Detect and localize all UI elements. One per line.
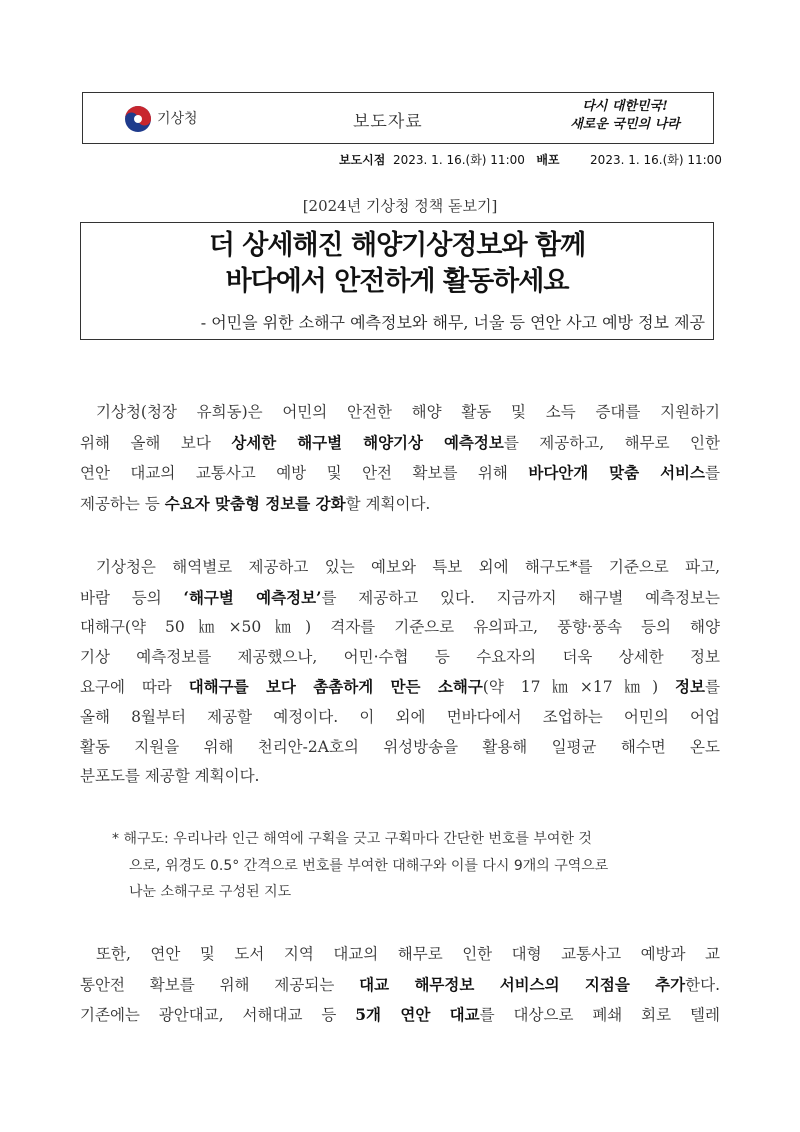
footnote-line: * 해구도: 우리나라 인근 해역에 구획을 긋고 구획마다 간단한 번호를 부여한 것 <box>112 831 592 847</box>
kma-emblem-icon <box>123 104 153 134</box>
release-time-value: 2023. 1. 16.(화) 11:00 <box>393 153 525 167</box>
paragraph-line: 분포도를 제공할 계획이다. <box>80 767 260 786</box>
paragraph-2 <box>80 553 720 792</box>
slogan-line-2: 새로운 국민의 나라 <box>570 117 680 132</box>
title-line-1: 더 상세해진 해양기상정보와 함께 <box>208 230 586 261</box>
paragraph-line: 기상 예측정보를 제공했으나, 어민·수협 등 수요자의 더욱 상세한 정보 <box>80 647 720 666</box>
paragraph-3 <box>80 940 720 1031</box>
footnote-line: 으로, 위경도 0.5° 간격으로 번호를 부여한 대해구와 이를 다시 9개의 구역으로 <box>129 857 609 874</box>
paragraph-line: 또한, 연안 및 도서 지역 대교의 해무로 인한 대형 교통사고 예방과 교 <box>96 945 720 963</box>
release-time-label: 보도시점 <box>339 153 386 167</box>
paragraph-line: 제공하는 등 수요자 맞춤형 정보를 강화할 계획이다. <box>80 493 431 513</box>
paragraph-line: 연안 대교의 교통사고 예방 및 안전 확보를 위해 바다안개 맞춤 서비스를 <box>80 463 720 483</box>
paragraph-line: 활동 지원을 위해 천리안-2A호의 위성방송을 활용해 일평균 해수면 온도 <box>80 737 720 756</box>
slogan <box>555 98 695 134</box>
paragraph-line: 올해 8월부터 제공할 예정이다. 이 외에 먼바다에서 조업하는 어민의 어업 <box>80 707 720 726</box>
subtitle: - 어민을 위한 소해구 예측정보와 해무, 너울 등 연안 사고 예방 정보 제공 <box>200 313 705 332</box>
series-label: [2024년 기상청 정책 돋보기] <box>302 197 498 215</box>
paragraph-line: 통안전 확보를 위해 제공되는 대교 해무정보 서비스의 지점을 추가한다. <box>80 974 721 994</box>
slogan-line-1: 다시 대한민국! <box>582 99 668 114</box>
paragraph-1 <box>80 398 720 519</box>
emphasis: 5개 연안 대교 <box>355 1005 480 1025</box>
footnote-line: 나눈 소해구로 구성된 지도 <box>129 884 292 900</box>
title-box <box>80 222 714 340</box>
title-line-2: 바다에서 안전하게 활동하세요 <box>225 266 569 297</box>
agency-name: 기상청 <box>157 111 198 127</box>
paragraph-line: 기상청(청장 유희동)은 어민의 안전한 해양 활동 및 소득 증대를 지원하기 <box>96 403 720 421</box>
emphasis: 바다안개 맞춤 서비스 <box>528 463 706 483</box>
distribution-label: 배포 <box>536 153 560 167</box>
kma-logo <box>123 102 243 136</box>
emphasis: 대해구를 보다 촘촘하게 만든 소해구 <box>188 677 483 697</box>
paragraph-line: 기존에는 광안대교, 서해대교 등 5개 연안 대교를 대상으로 폐쇄 회로 텔레 <box>80 1005 720 1025</box>
document-type: 보도자료 <box>353 112 423 132</box>
paragraph-line: 위해 올해 보다 상세한 해구별 해양기상 예측정보를 제공하고, 해무로 인한 <box>80 432 720 452</box>
distribution-value: 2023. 1. 16.(화) 11:00 <box>590 153 722 167</box>
paragraph-line: 요구에 따라 대해구를 보다 촘촘하게 만든 소해구(약 17㎞×17㎞) 정보를 <box>80 677 720 697</box>
paragraph-line: 대해구(약 50㎞×50㎞) 격자를 기준으로 유의파고, 풍향·풍속 등의 해양 <box>80 618 720 637</box>
emphasis: 대교 해무정보 서비스의 지점을 추가 <box>359 974 686 994</box>
emphasis: ‘해구별 예측정보’ <box>183 587 322 607</box>
footnote <box>112 826 722 906</box>
header-box <box>82 92 714 144</box>
emphasis: 상세한 해구별 해양기상 예측정보 <box>231 432 504 452</box>
release-info <box>339 151 722 168</box>
paragraph-line: 바람 등의 ‘해구별 예측정보’를 제공하고 있다. 지금까지 해구별 예측정보는 <box>80 587 720 607</box>
paragraph-line: 기상청은 해역별로 제공하고 있는 예보와 특보 외에 해구도*를 기준으로 파고, <box>96 558 720 576</box>
emphasis: 정보 <box>675 677 705 697</box>
emphasis: 수요자 맞춤형 정보를 강화 <box>164 493 346 513</box>
